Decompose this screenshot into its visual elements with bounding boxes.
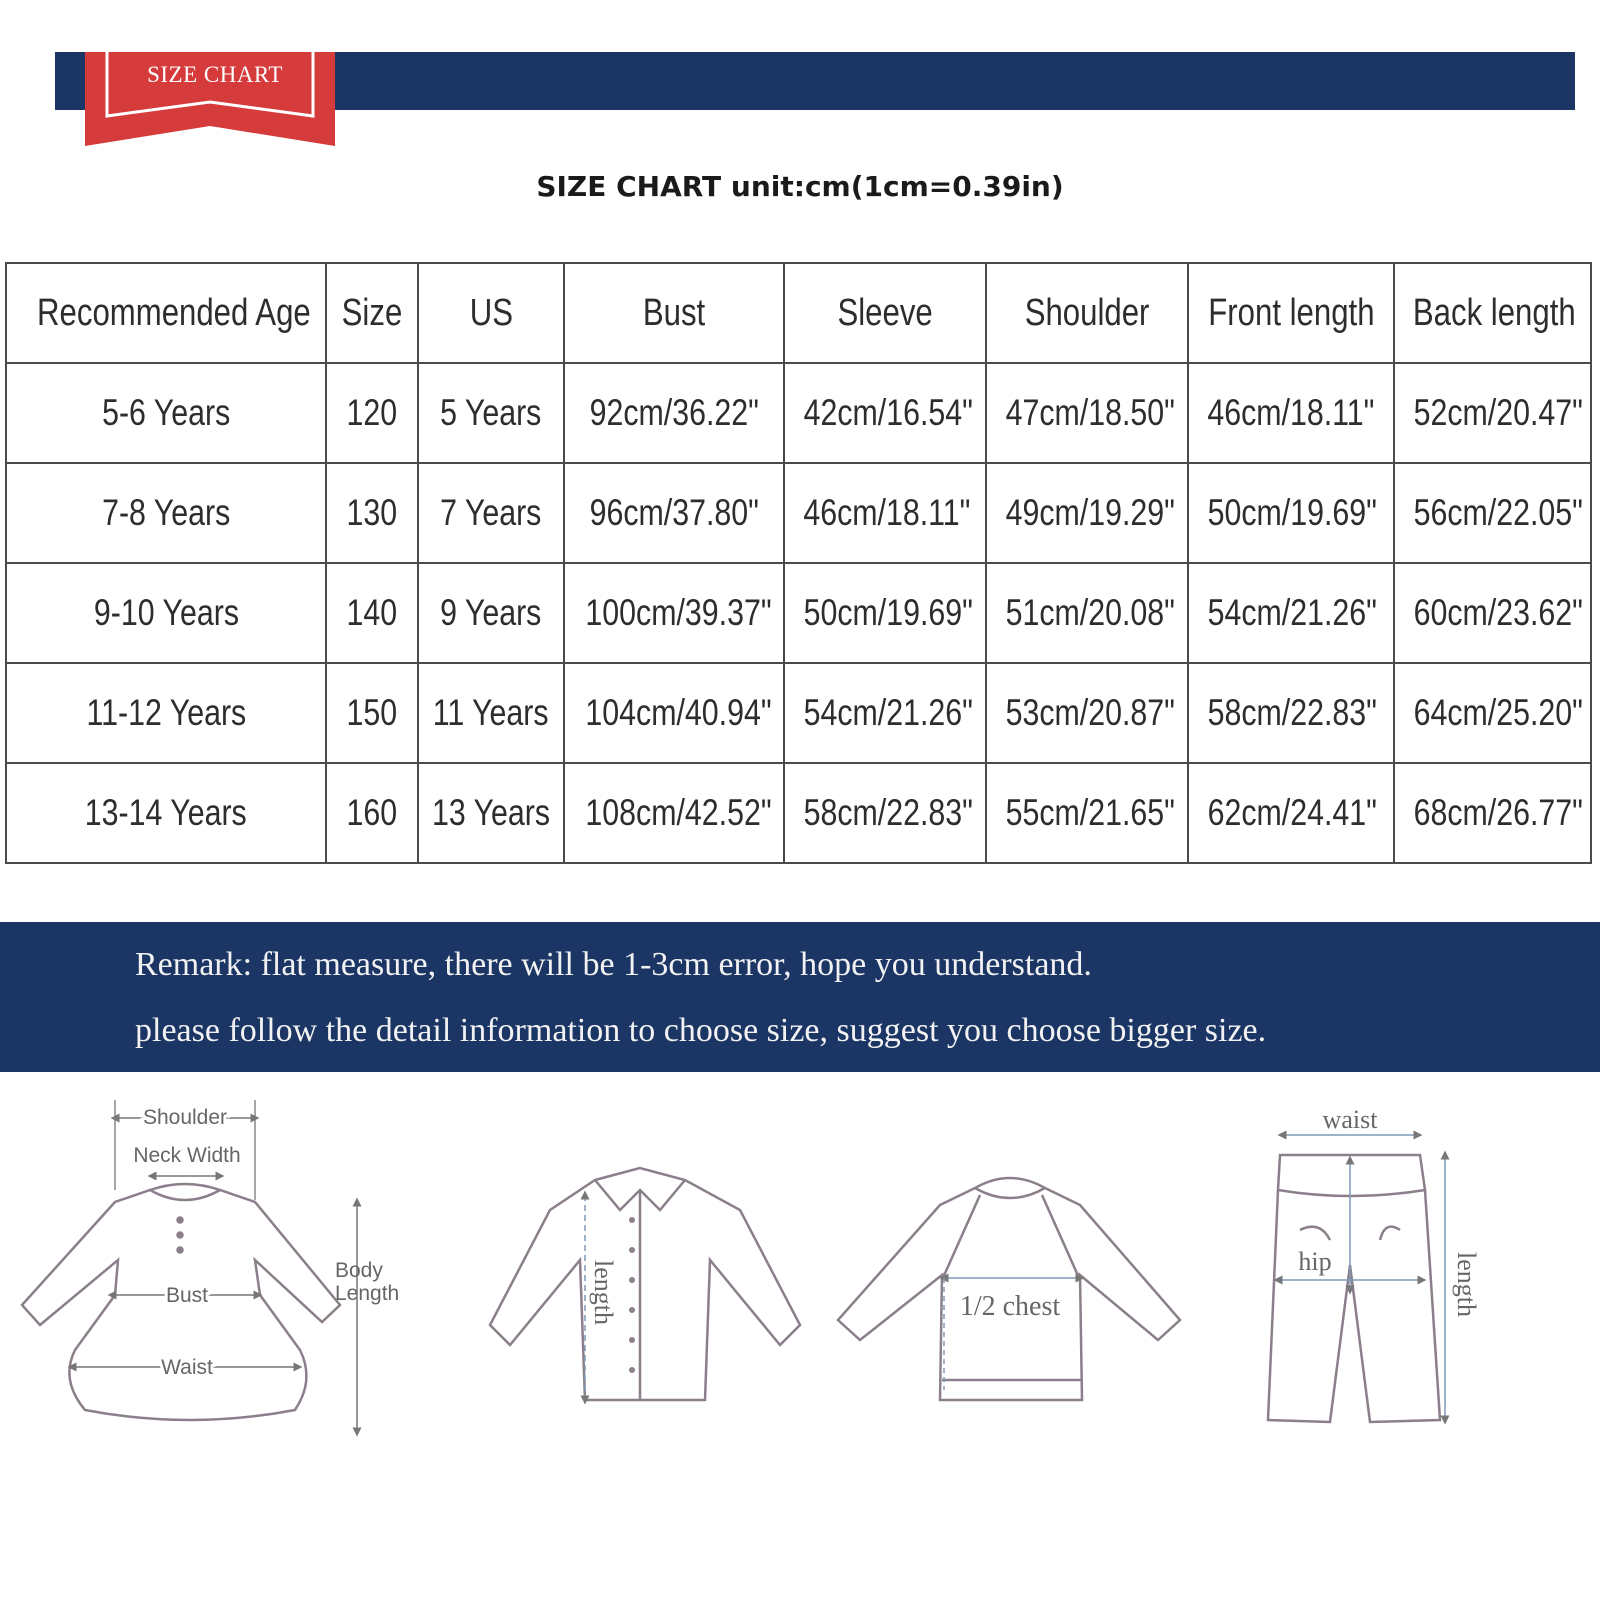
table-cell: 13 Years bbox=[418, 763, 564, 863]
header-cell: Sleeve bbox=[784, 263, 986, 363]
pants-diagram bbox=[1268, 1155, 1440, 1422]
table-row bbox=[6, 463, 1591, 563]
table-cell: 150 bbox=[326, 663, 418, 763]
dress-bust-label: Bust bbox=[165, 1284, 209, 1307]
header-cell: Size bbox=[326, 263, 418, 363]
table-cell: 42cm/16.54" bbox=[784, 363, 986, 463]
table-cell: 96cm/37.80" bbox=[564, 463, 784, 563]
table-cell: 52cm/20.47" bbox=[1394, 363, 1591, 463]
table-cell: 46cm/18.11" bbox=[784, 463, 986, 563]
shirt-diagram bbox=[490, 1168, 800, 1400]
table-cell: 7 Years bbox=[418, 463, 564, 563]
header-cell: Bust bbox=[564, 263, 784, 363]
table-cell: 9 Years bbox=[418, 563, 564, 663]
shirt-buttons bbox=[629, 1217, 635, 1373]
header-cell: Front length bbox=[1188, 263, 1394, 363]
table-cell: 54cm/21.26" bbox=[784, 663, 986, 763]
table-row bbox=[6, 663, 1591, 763]
header-cell: Back length bbox=[1394, 263, 1591, 363]
remark-line-1: Remark: flat measure, there will be 1-3cm error, hope you understand. bbox=[135, 946, 1092, 983]
table-cell: 56cm/22.05" bbox=[1394, 463, 1591, 563]
table-cell: 130 bbox=[326, 463, 418, 563]
dress-shoulder-label: Shoulder bbox=[142, 1106, 228, 1129]
header-cell: Recommended Age bbox=[6, 263, 326, 363]
table-row bbox=[6, 763, 1591, 863]
table-cell: 120 bbox=[326, 363, 418, 463]
table-cell: 60cm/23.62" bbox=[1394, 563, 1591, 663]
dress-body-length-label-1: Body bbox=[335, 1259, 383, 1282]
table-cell: 49cm/19.29" bbox=[986, 463, 1188, 563]
pants-hip-label: hip bbox=[1298, 1247, 1332, 1276]
table-cell: 51cm/20.08" bbox=[986, 563, 1188, 663]
table-cell: 13-14 Years bbox=[6, 763, 326, 863]
dress-neck-width-label: Neck Width bbox=[133, 1144, 241, 1167]
table-cell: 5 Years bbox=[418, 363, 564, 463]
table-cell: 100cm/39.37" bbox=[564, 563, 784, 663]
header-cell: US bbox=[418, 263, 564, 363]
table-cell: 64cm/25.20" bbox=[1394, 663, 1591, 763]
pants-waist-label: waist bbox=[1322, 1105, 1378, 1134]
table-cell: 55cm/21.65" bbox=[986, 763, 1188, 863]
table-cell: 9-10 Years bbox=[6, 563, 326, 663]
table-cell: 104cm/40.94" bbox=[564, 663, 784, 763]
header-cell: Shoulder bbox=[986, 263, 1188, 363]
table-row bbox=[6, 363, 1591, 463]
table-cell: 53cm/20.87" bbox=[986, 663, 1188, 763]
measurement-diagrams bbox=[0, 1090, 1600, 1450]
table-cell: 7-8 Years bbox=[6, 463, 326, 563]
table-header-row bbox=[6, 263, 1591, 363]
table-row bbox=[6, 563, 1591, 663]
table-cell: 68cm/26.77" bbox=[1394, 763, 1591, 863]
table-cell: 50cm/19.69" bbox=[1188, 463, 1394, 563]
table-cell: 46cm/18.11" bbox=[1188, 363, 1394, 463]
sweater-diagram bbox=[838, 1178, 1180, 1400]
table-cell: 47cm/18.50" bbox=[986, 363, 1188, 463]
ribbon-label: SIZE CHART bbox=[147, 62, 283, 87]
table-cell: 11 Years bbox=[418, 663, 564, 763]
sweater-half-chest-label: 1/2 chest bbox=[959, 1291, 1061, 1322]
table-cell: 108cm/42.52" bbox=[564, 763, 784, 863]
table-cell: 54cm/21.26" bbox=[1188, 563, 1394, 663]
dress-body-length-label-2: Length bbox=[335, 1282, 400, 1305]
size-table bbox=[5, 262, 1592, 864]
table-cell: 50cm/19.69" bbox=[784, 563, 986, 663]
pants-length-label: length bbox=[1452, 1252, 1481, 1317]
table-cell: 5-6 Years bbox=[6, 363, 326, 463]
table-cell: 58cm/22.83" bbox=[1188, 663, 1394, 763]
table-cell: 140 bbox=[326, 563, 418, 663]
table-cell: 11-12 Years bbox=[6, 663, 326, 763]
table-cell: 92cm/36.22" bbox=[564, 363, 784, 463]
table-cell: 58cm/22.83" bbox=[784, 763, 986, 863]
chart-subtitle: SIZE CHART unit:cm(1cm=0.39in) bbox=[536, 170, 1064, 203]
table-cell: 160 bbox=[326, 763, 418, 863]
remark-line-2: please follow the detail information to choose size, suggest you choose bigger size. bbox=[135, 1012, 1267, 1049]
dress-waist-label: Waist bbox=[161, 1356, 213, 1379]
table-cell: 62cm/24.41" bbox=[1188, 763, 1394, 863]
shirt-length-label: length bbox=[589, 1260, 618, 1325]
